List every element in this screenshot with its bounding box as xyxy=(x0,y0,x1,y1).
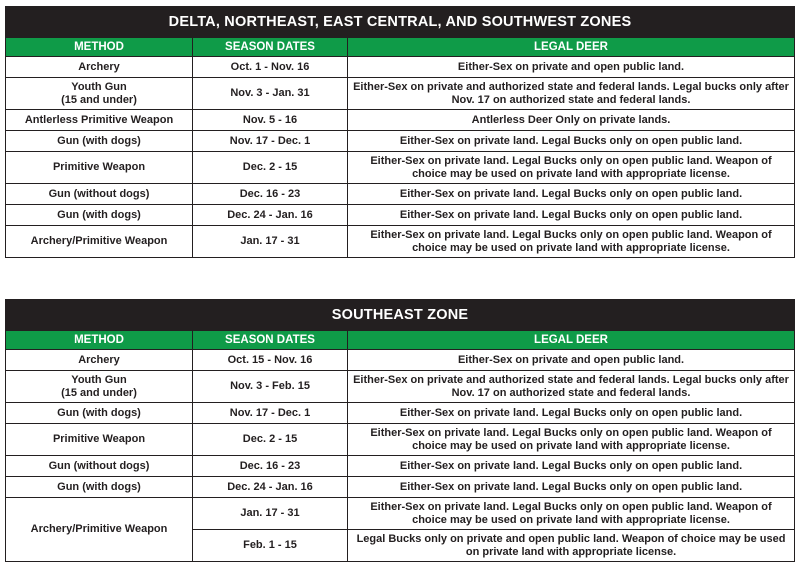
header-season-dates: SEASON DATES xyxy=(193,38,348,57)
table-row xyxy=(6,78,795,110)
method-cell: Antlerless Primitive Weapon xyxy=(6,110,193,131)
dates-cell: Dec. 24 - Jan. 16 xyxy=(193,477,348,498)
dates-cell: Oct. 15 - Nov. 16 xyxy=(193,350,348,371)
header-method: METHOD xyxy=(6,38,193,57)
method-cell: Gun (without dogs) xyxy=(6,184,193,205)
method-sublabel: (15 and under) xyxy=(61,93,137,106)
dates-cell: Nov. 17 - Dec. 1 xyxy=(193,131,348,152)
zone-table-southeast xyxy=(5,299,794,562)
table-row xyxy=(6,371,795,403)
dates-cell: Jan. 17 - 31 xyxy=(193,498,348,530)
legal-cell: Either-Sex on private land. Legal Bucks only on open public land. Weapon of choice may be used on private land with appropriate license. xyxy=(348,152,795,184)
dates-cell: Dec. 24 - Jan. 16 xyxy=(193,205,348,226)
legal-cell: Legal Bucks only on private and open public land. Weapon of choice may be used on private land with appropriate license. xyxy=(348,530,795,562)
dates-cell: Nov. 3 - Feb. 15 xyxy=(193,371,348,403)
dates-cell: Dec. 16 - 23 xyxy=(193,184,348,205)
method-cell: Gun (with dogs) xyxy=(6,205,193,226)
header-method: METHOD xyxy=(6,331,193,350)
legal-cell: Either-Sex on private land. Legal Bucks only on open public land. xyxy=(348,403,795,424)
legal-cell xyxy=(348,110,795,131)
dates-cell: Jan. 17 - 31 xyxy=(193,226,348,258)
table-row xyxy=(6,456,795,477)
dates-cell: Oct. 1 - Nov. 16 xyxy=(193,57,348,78)
legal-cell: Either-Sex on private land. Legal Bucks only on open public land. Weapon of choice may be used on private land with appropriate license. xyxy=(348,498,795,530)
table-row xyxy=(6,403,795,424)
table-row xyxy=(6,110,795,131)
dates-cell: Nov. 5 - 16 xyxy=(193,110,348,131)
legal-cell: Either-Sex on private land. Legal Bucks only on open public land. xyxy=(348,456,795,477)
season-table xyxy=(5,6,795,258)
method-cell: Archery xyxy=(6,57,193,78)
method-cell: Gun (with dogs) xyxy=(6,403,193,424)
legal-cell: Either-Sex on private and open public land. xyxy=(348,57,795,78)
method-cell: Primitive Weapon xyxy=(6,424,193,456)
table-row xyxy=(6,424,795,456)
header-season-dates: SEASON DATES xyxy=(193,331,348,350)
method-cell: Gun (without dogs) xyxy=(6,456,193,477)
table-row xyxy=(6,184,795,205)
dates-cell: Nov. 17 - Dec. 1 xyxy=(193,403,348,424)
legal-cell: Either-Sex on private and authorized state and federal lands. Legal bucks only after Nov. 17 on authorized state and federal lands. xyxy=(348,371,795,403)
method-cell xyxy=(6,78,193,110)
dates-cell: Dec. 2 - 15 xyxy=(193,424,348,456)
method-cell: Archery xyxy=(6,350,193,371)
legal-cell: Either-Sex on private and open public land. xyxy=(348,350,795,371)
method-cell: Primitive Weapon xyxy=(6,152,193,184)
method-sublabel: (15 and under) xyxy=(61,386,137,399)
legal-cell: Either-Sex on private land. Legal Bucks only on open public land. xyxy=(348,205,795,226)
legal-emphasis: Antlerless Deer Only xyxy=(471,113,580,126)
table-row xyxy=(6,152,795,184)
dates-cell: Dec. 2 - 15 xyxy=(193,152,348,184)
legal-cell: Either-Sex on private land. Legal Bucks only on open public land. xyxy=(348,477,795,498)
table-row xyxy=(6,350,795,371)
method-cell: Gun (with dogs) xyxy=(6,131,193,152)
dates-cell: Feb. 1 - 15 xyxy=(193,530,348,562)
method-cell xyxy=(6,371,193,403)
table-title: SOUTHEAST ZONE xyxy=(6,300,795,331)
method-cell: Archery/Primitive Weapon xyxy=(6,226,193,258)
method-label: Youth Gun xyxy=(71,80,127,93)
method-cell: Archery/Primitive Weapon xyxy=(6,498,193,562)
dates-cell: Dec. 16 - 23 xyxy=(193,456,348,477)
dates-cell: Nov. 3 - Jan. 31 xyxy=(193,78,348,110)
legal-rest: on private lands. xyxy=(579,113,671,126)
table-row xyxy=(6,57,795,78)
header-legal-deer: LEGAL DEER xyxy=(348,331,795,350)
table-row xyxy=(6,131,795,152)
table-title: DELTA, NORTHEAST, EAST CENTRAL, AND SOUTHWEST ZONES xyxy=(6,7,795,38)
legal-cell: Either-Sex on private and authorized state and federal lands. Legal bucks only after Nov. 17 on authorized state and federal lands. xyxy=(348,78,795,110)
table-row xyxy=(6,498,795,530)
table-row xyxy=(6,226,795,258)
season-table xyxy=(5,299,795,562)
legal-cell: Either-Sex on private land. Legal Bucks only on open public land. Weapon of choice may be used on private land with appropriate license. xyxy=(348,424,795,456)
header-legal-deer: LEGAL DEER xyxy=(348,38,795,57)
legal-cell: Either-Sex on private land. Legal Bucks only on open public land. Weapon of choice may be used on private land with appropriate license. xyxy=(348,226,795,258)
legal-cell: Either-Sex on private land. Legal Bucks only on open public land. xyxy=(348,131,795,152)
table-row xyxy=(6,477,795,498)
method-label: Youth Gun xyxy=(71,373,127,386)
legal-cell: Either-Sex on private land. Legal Bucks only on open public land. xyxy=(348,184,795,205)
method-cell: Gun (with dogs) xyxy=(6,477,193,498)
table-row xyxy=(6,205,795,226)
zone-table-delta xyxy=(5,6,794,258)
